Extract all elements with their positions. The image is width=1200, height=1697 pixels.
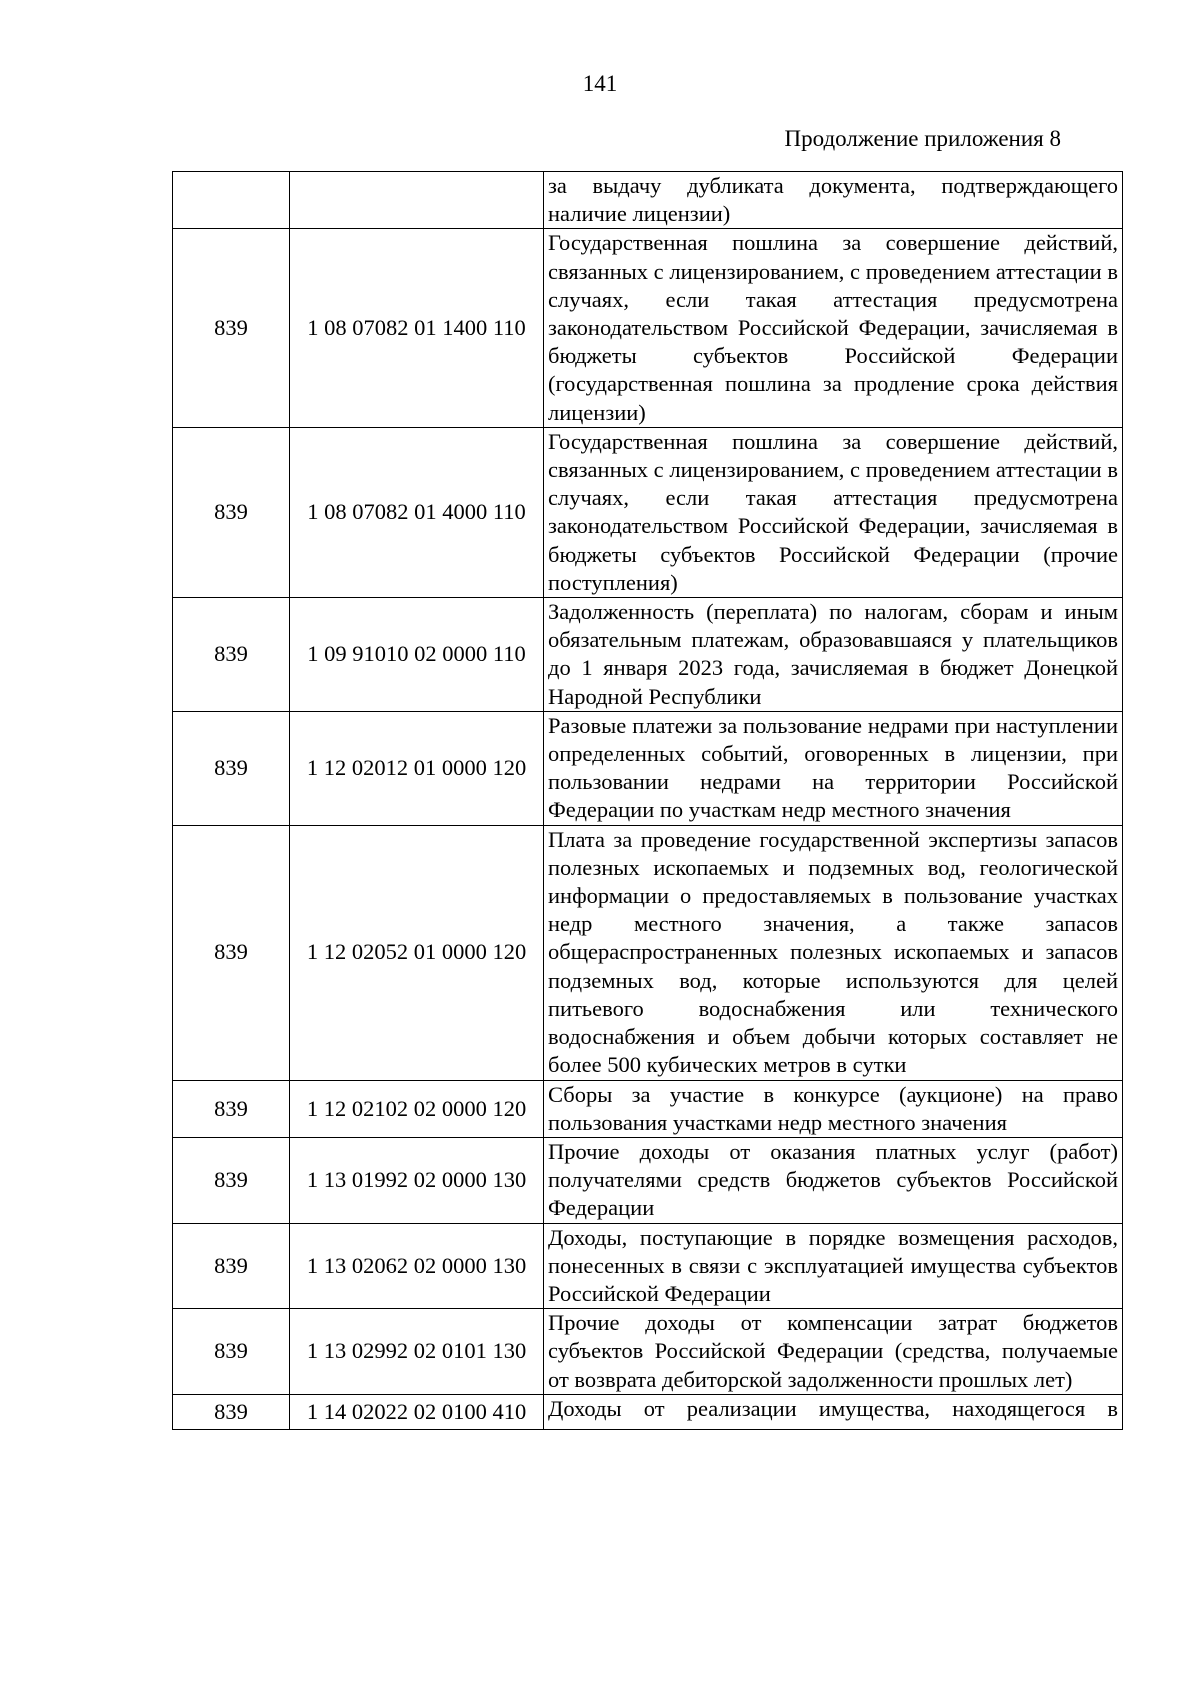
page-number: 141	[582, 71, 618, 96]
budget-codes-table	[172, 171, 1123, 1430]
admin-code-cell: 839	[173, 1394, 290, 1429]
table-row	[173, 1394, 1123, 1429]
admin-code-cell: 839	[173, 1080, 290, 1137]
revenue-name-cell: Сборы за участие в конкурсе (аукционе) на право пользования участками недр местного значения	[544, 1080, 1123, 1137]
table-row	[173, 711, 1123, 825]
revenue-name-cell: Задолженность (переплата) по налогам, сборам и иным обязательным платежам, образовавшаяся у плательщиков до 1 января 2023 года, зачисляемая в бюджет Донецкой Народной Республики	[544, 598, 1123, 712]
budget-code-cell: 1 14 02022 02 0100 410	[290, 1394, 544, 1429]
table-row	[173, 172, 1123, 229]
revenue-name-cell: за выдачу дубликата документа, подтверждающего наличие лицензии)	[544, 172, 1123, 229]
budget-code-cell: 1 08 07082 01 4000 110	[290, 427, 544, 597]
budget-code-cell: 1 12 02052 01 0000 120	[290, 825, 544, 1080]
admin-code-cell: 839	[173, 598, 290, 712]
revenue-name-cell: Доходы, поступающие в порядке возмещения расходов, понесенных в связи с эксплуатацией имущества субъектов Российской Федерации	[544, 1223, 1123, 1309]
budget-code-cell: 1 09 91010 02 0000 110	[290, 598, 544, 712]
table-row	[173, 1137, 1123, 1223]
table-row	[173, 598, 1123, 712]
budget-code-cell: 1 08 07082 01 1400 110	[290, 229, 544, 427]
revenue-name-cell: Плата за проведение государственной экспертизы запасов полезных ископаемых и подземных вод, геологической информации о предоставляемых в пользование участках недр местного значения, а также запасов общераспространенных полезных ископаемых и запасов подземных вод, которые используются для целей питьевого водоснабжения или технического водоснабжения и объем добычи которых составляет не более 500 кубических метров в сутки	[544, 825, 1123, 1080]
admin-code-cell: 839	[173, 825, 290, 1080]
budget-code-cell: 1 13 02062 02 0000 130	[290, 1223, 544, 1309]
table-row	[173, 229, 1123, 427]
admin-code-cell: 839	[173, 1223, 290, 1309]
table-row	[173, 1223, 1123, 1309]
budget-code-cell: 1 12 02012 01 0000 120	[290, 711, 544, 825]
admin-code-cell: 839	[173, 229, 290, 427]
admin-code-cell: 839	[173, 1137, 290, 1223]
revenue-name-cell: Разовые платежи за пользование недрами при наступлении определенных событий, оговоренных в лицензии, при пользовании недрами на территории Российской Федерации по участкам недр местного значения	[544, 711, 1123, 825]
revenue-name-cell: Государственная пошлина за совершение действий, связанных с лицензированием, с проведением аттестации в случаях, если такая аттестация предусмотрена законодательством Российской Федерации, зачисляемая в бюджеты субъектов Российской Федерации (прочие поступления)	[544, 427, 1123, 597]
budget-code-cell: 1 13 02992 02 0101 130	[290, 1309, 544, 1395]
budget-code-cell	[290, 172, 544, 229]
budget-codes-table-body	[173, 172, 1123, 1430]
revenue-name-cell: Государственная пошлина за совершение действий, связанных с лицензированием, с проведением аттестации в случаях, если такая аттестация предусмотрена законодательством Российской Федерации, зачисляемая в бюджеты субъектов Российской Федерации (государственная пошлина за продление срока действия лицензии)	[544, 229, 1123, 427]
table-row	[173, 1309, 1123, 1395]
revenue-name-cell: Прочие доходы от оказания платных услуг (работ) получателями средств бюджетов субъектов Российской Федерации	[544, 1137, 1123, 1223]
admin-code-cell	[173, 172, 290, 229]
table-row	[173, 427, 1123, 597]
table-row	[173, 825, 1123, 1080]
appendix-continuation-note: Продолжение приложения 8	[784, 126, 1061, 151]
admin-code-cell: 839	[173, 427, 290, 597]
admin-code-cell: 839	[173, 711, 290, 825]
revenue-name-cell: Доходы от реализации имущества, находящегося в	[544, 1394, 1123, 1429]
budget-code-cell: 1 13 01992 02 0000 130	[290, 1137, 544, 1223]
revenue-name-cell: Прочие доходы от компенсации затрат бюджетов субъектов Российской Федерации (средства, получаемые от возврата дебиторской задолженности прошлых лет)	[544, 1309, 1123, 1395]
table-row	[173, 1080, 1123, 1137]
budget-code-cell: 1 12 02102 02 0000 120	[290, 1080, 544, 1137]
admin-code-cell: 839	[173, 1309, 290, 1395]
